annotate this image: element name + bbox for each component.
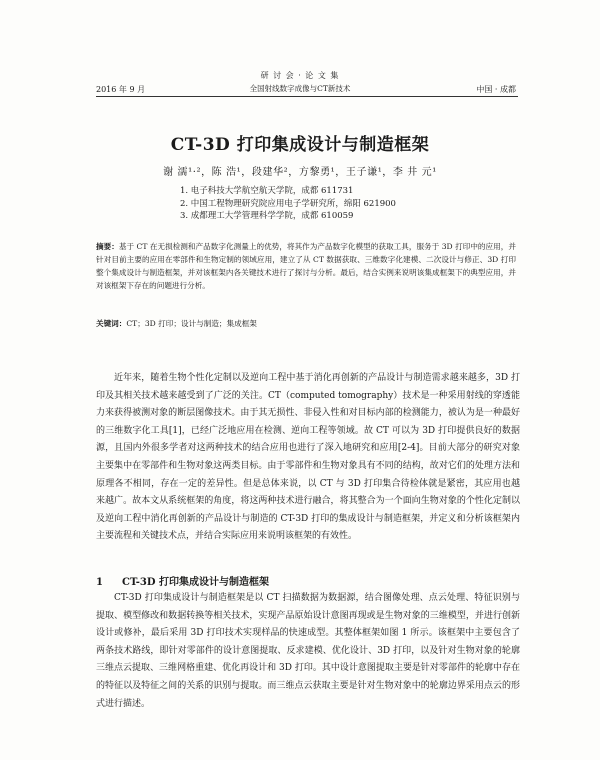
section-title: CT-3D 打印集成设计与制造框架 bbox=[122, 577, 270, 588]
abstract bbox=[96, 240, 516, 292]
section-paragraph: CT-3D 打印集成设计与制造框架是以 CT 扫描数据为数据源，结合图像处理、点云处理、特征识别与提取、模型修改和数据转换等相关技术，实现产品原始设计意图再现或是生物对象的三维模型，并进行创新设计或修补，最后采用 3D 打印技术实现样品的快速成型。其整体框架如图 1 所示。该框架中主要包含了两条技术路线，即针对零部件的设计意图提取、反求建模、优化设计、3D 打印，以及针对生物对象的轮廓三维点云提取、三维网格重建、优化再设计和 3D 打印。其中设计意图提取主要是针对零部件的轮廓中存在的特征以及特征之间的关系的识别与提取。而三维点云获取主要是针对生物对象中的轮廓边界采用点云的形式进行描述。 bbox=[96, 593, 520, 709]
keywords-label: 关键词： bbox=[96, 319, 127, 328]
affiliation-list bbox=[180, 185, 396, 223]
header-location: 中国 · 成都 bbox=[476, 85, 516, 94]
running-header bbox=[200, 70, 400, 94]
header-conference: 全国射线数字成像与CT新技术 bbox=[249, 84, 351, 93]
author-list: 谢 濡¹·²，陈 浩¹，段建华²，方黎勇¹，王子谦¹，李 井 元¹ bbox=[163, 167, 437, 178]
keywords-text: CT；3D 打印；设计与制造；集成框架 bbox=[126, 319, 257, 328]
keywords bbox=[96, 318, 516, 329]
section-number: 1 bbox=[96, 577, 103, 588]
paper-title: CT-3D 打印集成设计与制造框架 bbox=[170, 135, 430, 155]
header-rule bbox=[96, 96, 518, 97]
header-date: 2016 年 9 月 bbox=[96, 85, 146, 94]
abstract-text: 基于 CT 在无损检测和产品数字化测量上的优势，将其作为产品数字化模型的获取工具，服务于 3D 打印中的应用，并针对目前主要的应用在零部件和生物定制的领域应用，建立了从 CT 数据获取、三维数字化建模、二次设计与修正、3D 打印整个集成设计与制造框架，并对该框架内各关键技术进行了探讨与分析。最后，结合实例来说明该集成框架下的典型应用，并对该框架下存在的问题进行分析。 bbox=[96, 242, 516, 290]
introduction bbox=[96, 370, 520, 546]
section-heading bbox=[96, 573, 269, 588]
abstract-label: 摘要： bbox=[96, 242, 119, 251]
header-series: 研 讨 会 · 论 文 集 bbox=[260, 71, 340, 80]
affiliation-item: 2. 中国工程物理研究院应用电子学研究所，绵阳 621900 bbox=[180, 198, 396, 209]
affiliation-item: 1. 电子科技大学航空航天学院，成都 611731 bbox=[180, 186, 354, 196]
affiliation-item: 3. 成都理工大学管理科学学院，成都 610059 bbox=[180, 211, 354, 221]
intro-paragraph: 近年来，随着生物个性化定制以及逆向工程中基于消化再创新的产品设计与制造需求越来越多，3D 打印及其相关技术越来越受到了广泛的关注。CT（computed tomography）技术是一种采用射线的穿透能力来获得被测对象的断层图像技术。由于其无损性、非侵入性和对目标内部的检测能力，被认为是一种最好的三维数字化工具[1]，已经广泛地应用在检测、逆向工程等领域。故 CT 可以为 3D 打印提供良好的数据源，且国内外很多学者对这两种技术的结合应用也进行了深入地研究和应用[2-4]。目前大部分的研究对象主要集中在零部件和生物对象这两类目标。由于零部件和生物对象具有不同的结构，故对它们的处理方法和原理各不相同，存在一定的差异性。但是总体来说，以 CT 与 3D 打印集合待检体就是紧密，其应用也越来越广。故本文从系统框架的角度，将这两种技术进行融合，将其整合为一个面向生物对象的个性化定制以及逆向工程中消化再创新的产品设计与制造的 CT-3D 打印的集成设计与制造框架，并定义和分析该框架内主要流程和关键技术点，并结合实际应用来说明该框架的有效性。 bbox=[96, 373, 520, 542]
section-body bbox=[96, 590, 520, 713]
